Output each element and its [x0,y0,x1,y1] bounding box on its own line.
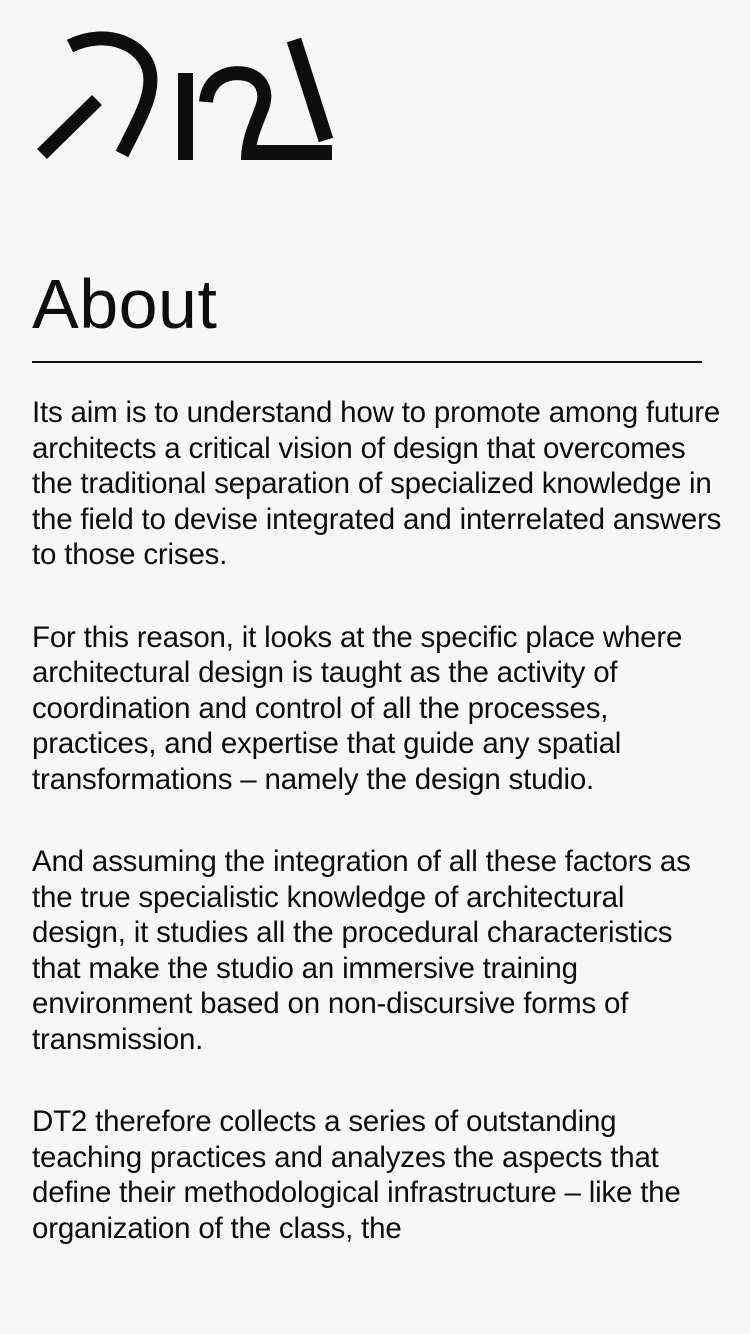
about-content [32,395,722,1293]
paragraph-teaching-practices: DT2 therefore collects a series of outstanding teaching practices and analyzes the aspects that define their methodological infrastructure – like the organization of the class, the [32,1105,681,1245]
paragraph-integration: And assuming the integration of all these factors as the true specialistic knowledge of architectural design, it studies all the procedural characteristics that make the studio an immersive training environment based on non-discursive forms of transmission. [32,845,691,1056]
paragraph-design-studio: For this reason, it looks at the specific place where architectural design is taught as the activity of coordination and control of all the processes, practices, and expertise that guide any spatial transformations – namely the design studio. [32,620,683,796]
title-divider [32,361,702,363]
dt2-logo-mark [36,30,336,165]
dt2-logo[interactable] [36,30,336,165]
page-title: About [32,265,218,343]
paragraph-aim: Its aim is to understand how to promote among future architects a critical vision of design that overcomes the traditional separation of specialized knowledge in the field to devise integrated and interrelated answers to those crises. [32,396,722,571]
